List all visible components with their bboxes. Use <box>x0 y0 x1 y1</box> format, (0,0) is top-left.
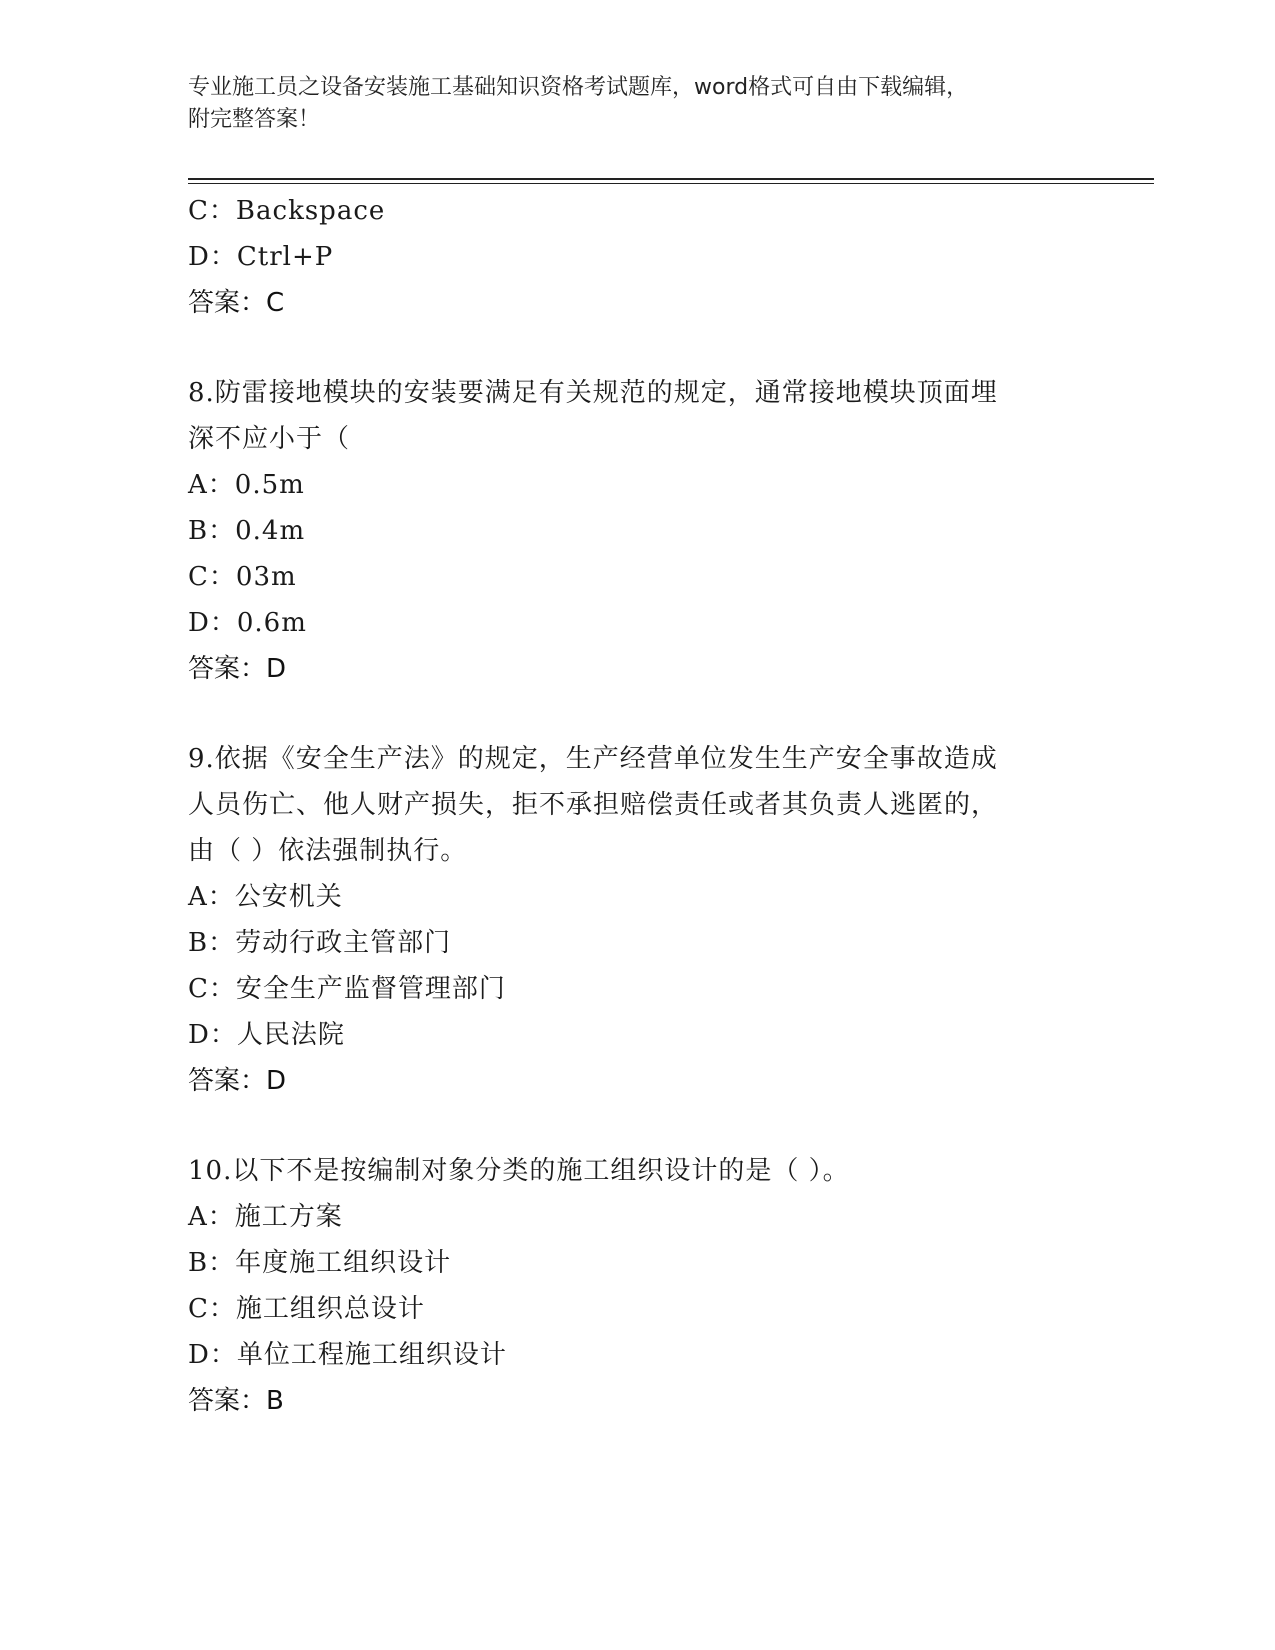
option-text: 年度施工组织设计 <box>235 1248 452 1278</box>
option-key: A： <box>188 470 235 500</box>
option-text: 施工方案 <box>234 1202 343 1232</box>
option-text: 03m <box>235 562 297 592</box>
option-key: D： <box>188 1340 237 1370</box>
answer-line: 答案：C <box>188 288 285 318</box>
option-a <box>188 462 1088 508</box>
option-key: D： <box>188 608 237 638</box>
option-b <box>188 920 1088 966</box>
option-text: 劳动行政主管部门 <box>235 928 452 958</box>
option-c <box>188 554 1088 600</box>
option-key: C： <box>188 562 236 592</box>
option-key: C： <box>188 196 236 226</box>
option-key: D： <box>188 242 237 272</box>
option-text: 0.4m <box>235 516 306 546</box>
option-key: B： <box>188 1248 236 1278</box>
spacer <box>188 1104 1088 1148</box>
option-key: C： <box>188 1294 236 1324</box>
option-text: 0.5m <box>234 470 305 500</box>
option-text: 人民法院 <box>236 1020 345 1050</box>
answer-line: 答案：B <box>188 1386 284 1416</box>
question-stem-line: 人员伤亡、他人财产损失，拒不承担赔偿责任或者其负责人逃匿的， <box>188 790 999 820</box>
option-d <box>188 1012 1088 1058</box>
page-header <box>188 72 1078 136</box>
option-d <box>188 1332 1088 1378</box>
question-stem-line: 8.防雷接地模块的安装要满足有关规范的规定，通常接地模块顶面埋 <box>188 378 998 408</box>
header-line-1: 专业施工员之设备安装施工基础知识资格考试题库，word格式可自由下载编辑， <box>188 75 969 100</box>
question-stem-line: 10.以下不是按编制对象分类的施工组织设计的是（ ）。 <box>188 1156 850 1186</box>
option-d <box>188 234 1088 280</box>
question-stem-line: 深不应小于（ <box>188 424 351 454</box>
option-key: A： <box>188 1202 235 1232</box>
question-7-tail <box>188 188 1088 326</box>
option-text: 0.6m <box>236 608 307 638</box>
answer-line: 答案：D <box>188 654 287 684</box>
option-b <box>188 508 1088 554</box>
header-line-2: 附完整答案！ <box>188 107 321 132</box>
document-body <box>188 188 1088 1424</box>
option-text: 单位工程施工组织设计 <box>236 1340 507 1370</box>
option-c <box>188 966 1088 1012</box>
question-8 <box>188 370 1088 692</box>
option-text: 安全生产监督管理部门 <box>235 974 506 1004</box>
option-b <box>188 1240 1088 1286</box>
option-key: B： <box>188 928 236 958</box>
answer-line: 答案：D <box>188 1066 287 1096</box>
option-text: Backspace <box>235 196 386 226</box>
option-c <box>188 1286 1088 1332</box>
question-10 <box>188 1148 1088 1424</box>
option-key: B： <box>188 516 236 546</box>
option-d <box>188 600 1088 646</box>
question-stem-line: 由（ ）依法强制执行。 <box>188 836 468 866</box>
spacer <box>188 326 1088 370</box>
option-key: A： <box>188 882 235 912</box>
header-divider <box>188 178 1154 184</box>
option-key: C： <box>188 974 236 1004</box>
option-a <box>188 1194 1088 1240</box>
spacer <box>188 692 1088 736</box>
option-text: Ctrl+P <box>236 242 334 272</box>
question-stem-line: 9.依据《安全生产法》的规定，生产经营单位发生生产安全事故造成 <box>188 744 998 774</box>
question-9 <box>188 736 1088 1104</box>
option-c <box>188 188 1088 234</box>
option-text: 公安机关 <box>234 882 343 912</box>
option-a <box>188 874 1088 920</box>
option-text: 施工组织总设计 <box>235 1294 425 1324</box>
option-key: D： <box>188 1020 237 1050</box>
